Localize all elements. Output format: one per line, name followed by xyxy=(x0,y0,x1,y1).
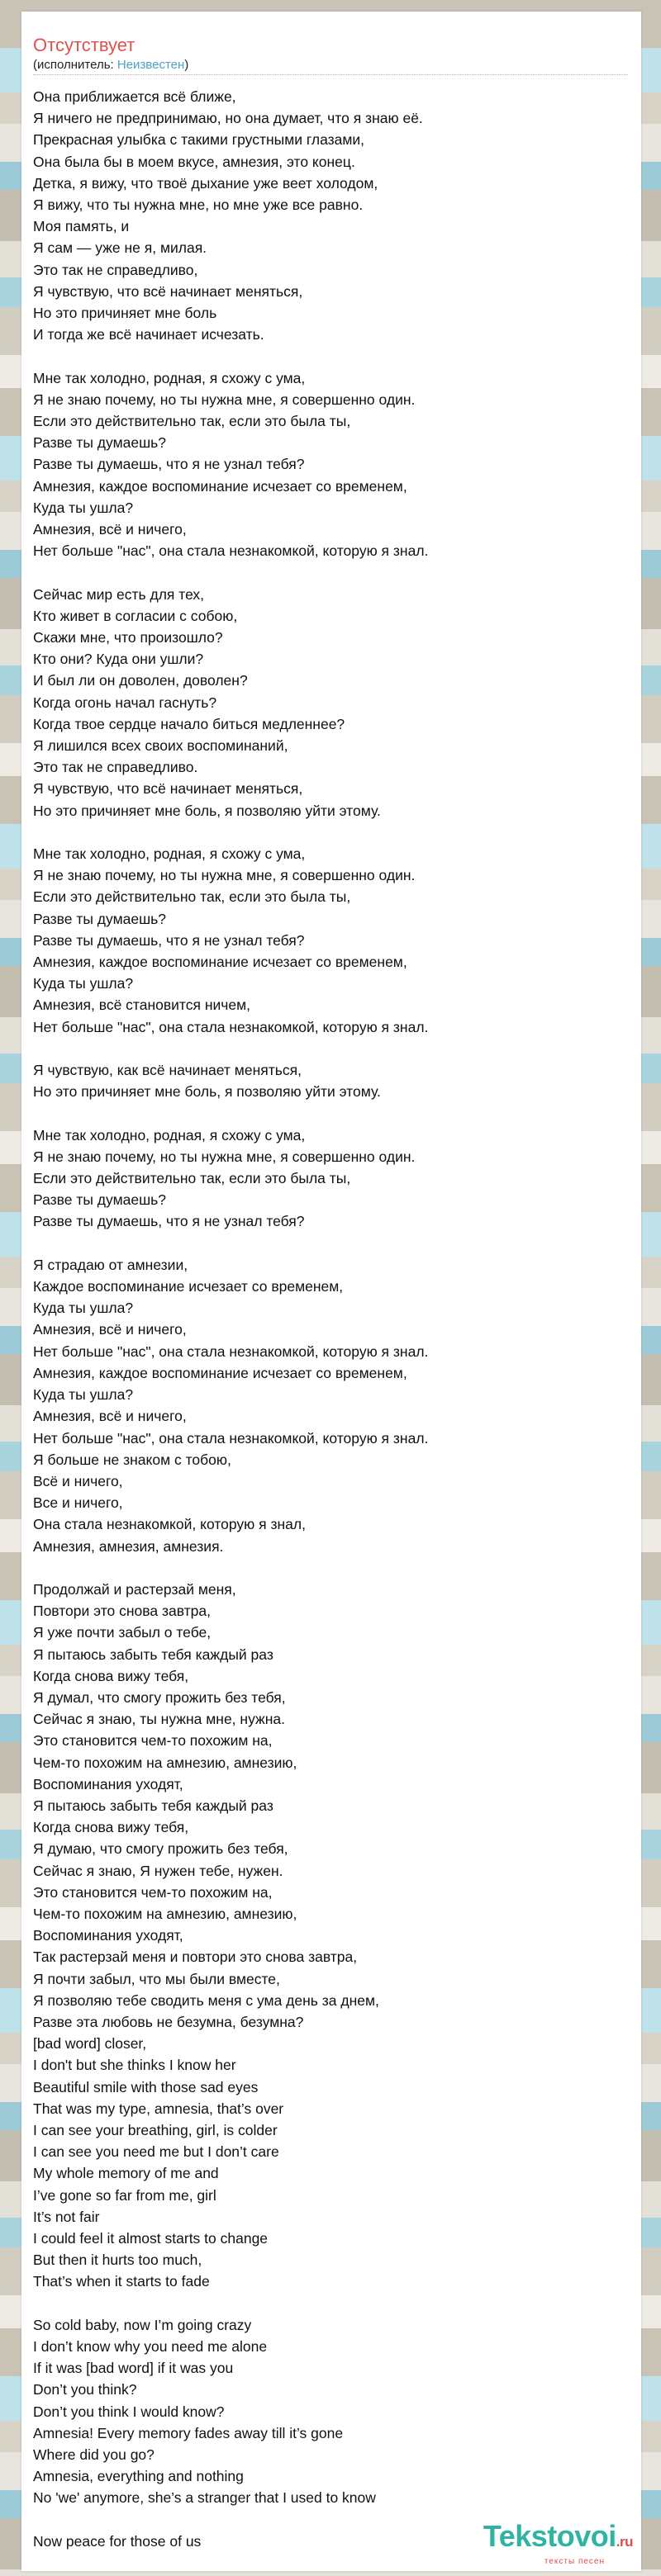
lyric-line: Моя память, и xyxy=(33,218,130,235)
lyric-line: Куда ты ушла? xyxy=(33,1386,134,1404)
lyric-line: I’ve gone so far from me, girl xyxy=(33,2186,216,2204)
lyric-line: But then it hurts too much, xyxy=(33,2252,202,2269)
lyric-line: Я не знаю почему, но ты нужна мне, я совершенно один. xyxy=(33,1148,416,1165)
lyric-line: Мне так холодно, родная, я схожу с ума, xyxy=(33,369,306,386)
lyric-line: Это становится чем-то похожим на, xyxy=(33,1732,273,1750)
lyric-line: Я уже почти забыл о тебе, xyxy=(33,1624,212,1641)
lyric-line: Я вижу, что ты нужна мне, но мне уже все равно. xyxy=(33,197,364,214)
lyric-line: Амнезия, каждое воспоминание исчезает со временем, xyxy=(33,954,407,971)
song-title: Отсутствует xyxy=(33,35,136,55)
lyric-line: Разве ты думаешь? xyxy=(33,1191,166,1209)
lyric-line: Амнезия, каждое воспоминание исчезает со временем, xyxy=(33,1364,407,1381)
lyric-line: Продолжай и растерзай меня, xyxy=(33,1580,236,1598)
lyric-line: It’s not fair xyxy=(33,2208,100,2225)
lyric-line: Детка, я вижу, что твоё дыхание уже веет холодом, xyxy=(33,174,378,192)
lyric-line: Я позволяю тебе сводить меня с ума день за днем, xyxy=(33,1991,379,2009)
lyric-line: Всё и ничего, xyxy=(33,1472,123,1489)
lyric-line: [bad word] closer, xyxy=(33,2035,147,2053)
lyric-line: Now peace for those of us xyxy=(33,2532,202,2550)
lyric-line: Разве ты думаешь? xyxy=(33,910,166,927)
lyric-line: No 'we' anymore, she’s a stranger that I used to know xyxy=(33,2489,376,2507)
lyric-line xyxy=(33,822,636,843)
lyric-line: Я пытаюсь забыть тебя каждый раз xyxy=(33,1797,273,1814)
lyric-line: Я больше не знаком с тобою, xyxy=(33,1451,231,1468)
lyric-line: Чем-то похожим на амнезию, амнезию, xyxy=(33,1754,297,1771)
logo-brand xyxy=(483,2519,633,2557)
lyric-line: И тогда же всё начинает исчезать. xyxy=(33,326,264,343)
lyric-line: I don't but she thinks I know her xyxy=(33,2057,236,2074)
lyric-line: Where did you go? xyxy=(33,2446,155,2464)
lyric-line xyxy=(33,1102,636,1124)
lyric-line: Все и ничего, xyxy=(33,1494,123,1512)
artist-link[interactable]: Неизвестен xyxy=(117,58,185,72)
lyric-line: Это так не справедливо, xyxy=(33,261,198,278)
lyric-line: Кто живет в согласии с собою, xyxy=(33,607,238,624)
lyric-line: Разве эта любовь не безумна, безумна? xyxy=(33,2013,304,2030)
lyric-line: Я лишился всех своих воспоминаний, xyxy=(33,737,288,755)
lyric-line: Амнезия, амнезия, амнезия. xyxy=(33,1537,224,1555)
lyric-line: Повтори это снова завтра, xyxy=(33,1603,211,1620)
lyric-line: Я ничего не предпринимаю, но она думает, что я знаю её. xyxy=(33,110,423,127)
lyric-line: Это становится чем-то похожим на, xyxy=(33,1883,273,1901)
lyric-line: Скажи мне, что произошло? xyxy=(33,629,223,646)
lyric-line xyxy=(33,1557,636,1579)
lyric-line: Но это причиняет мне боль, я позволяю уйти этому. xyxy=(33,1083,381,1101)
lyric-line: Воспоминания уходят, xyxy=(33,1775,183,1792)
lyric-line: Когда огонь начал гаснуть? xyxy=(33,694,217,711)
lyric-line: Я почти забыл, что мы были вместе, xyxy=(33,1970,280,1987)
lyric-line: Нет больше "нас", она стала незнакомкой, которую я знал. xyxy=(33,1342,429,1360)
artist-suffix: ) xyxy=(184,58,189,72)
lyric-line: Это так не справедливо. xyxy=(33,759,198,776)
lyric-line: Амнезия, всё и ничего, xyxy=(33,521,187,538)
lyric-line: Когда снова вижу тебя, xyxy=(33,1819,189,1836)
lyric-line: Амнезия, каждое воспоминание исчезает со временем, xyxy=(33,477,407,495)
lyric-line: Я пытаюсь забыть тебя каждый раз xyxy=(33,1646,273,1663)
lyrics-body xyxy=(33,86,636,2552)
lyric-line: Нет больше "нас", она стала незнакомкой, которую я знал. xyxy=(33,1018,429,1035)
lyric-line: Но это причиняет мне боль, я позволяю уйти этому. xyxy=(33,802,381,819)
lyric-line: Amnesia! Every memory fades away till it’s gone xyxy=(33,2424,344,2441)
lyric-line: Я не знаю почему, но ты нужна мне, я совершенно один. xyxy=(33,867,416,884)
artist-prefix: (исполнитель: xyxy=(33,58,117,72)
lyric-line: Разве ты думаешь, что я не узнал тебя? xyxy=(33,1213,305,1230)
logo-brand-text: Tekstovoi xyxy=(483,2519,616,2553)
lyric-line: Don’t you think I would know? xyxy=(33,2403,225,2420)
lyric-line: My whole memory of me and xyxy=(33,2165,219,2182)
lyric-line xyxy=(33,345,636,367)
lyric-line: Разве ты думаешь, что я не узнал тебя? xyxy=(33,931,305,949)
lyric-line: Кто они? Куда они ушли? xyxy=(33,651,204,668)
lyric-line: Нет больше "нас", она стала незнакомкой, которую я знал. xyxy=(33,1429,429,1447)
lyric-line: If it was [bad word] if it was you xyxy=(33,2360,234,2377)
lyric-line: Куда ты ушла? xyxy=(33,975,134,992)
lyric-line: Если это действительно так, если это была ты, xyxy=(33,413,351,430)
lyric-line: Амнезия, всё и ничего, xyxy=(33,1321,187,1338)
lyric-line: Я чувствую, что всё начинает меняться, xyxy=(33,780,303,798)
lyric-line: Амнезия, всё становится ничем, xyxy=(33,997,251,1014)
artist-line xyxy=(33,58,188,72)
lyric-line: Куда ты ушла? xyxy=(33,499,134,516)
lyric-line: That was my type, amnesia, that’s over xyxy=(33,2100,284,2117)
lyric-line: Но это причиняет мне боль xyxy=(33,305,217,322)
lyric-line: I don’t know why you need me alone xyxy=(33,2338,268,2355)
lyric-line: Мне так холодно, родная, я схожу с ума, xyxy=(33,845,306,863)
lyric-line: Мне так холодно, родная, я схожу с ума, xyxy=(33,1126,306,1144)
lyric-line xyxy=(33,1038,636,1059)
lyric-line: So cold baby, now I’m going crazy xyxy=(33,2316,252,2333)
lyric-line: Если это действительно так, если это была ты, xyxy=(33,888,351,906)
lyric-line: Я сам — уже не я, милая. xyxy=(33,239,207,257)
lyric-line: Я не знаю почему, но ты нужна мне, я совершенно один. xyxy=(33,391,416,408)
lyric-line: Сейчас я знаю, ты нужна мне, нужна. xyxy=(33,1711,285,1728)
lyric-line: И был ли он доволен, доволен? xyxy=(33,672,248,689)
lyric-line: Когда твое сердце начало биться медленнее? xyxy=(33,715,345,732)
logo-tagline: тексты песен xyxy=(544,2557,605,2566)
lyric-line xyxy=(33,2293,636,2314)
lyric-line: Амнезия, всё и ничего, xyxy=(33,1408,187,1425)
lyric-line: Разве ты думаешь? xyxy=(33,434,166,452)
lyric-line: Нет больше "нас", она стала незнакомкой, которую я знал. xyxy=(33,542,429,560)
lyric-line: Куда ты ушла? xyxy=(33,1300,134,1317)
lyric-line: Чем-то похожим на амнезию, амнезию, xyxy=(33,1905,297,1922)
lyric-line: Don’t you think? xyxy=(33,2381,137,2398)
lyric-line: Прекрасная улыбка с такими грустными глазами, xyxy=(33,131,365,149)
lyric-line: I can see you need me but I don’t care xyxy=(33,2143,279,2161)
lyric-line: Так растерзай меня и повтори это снова завтра, xyxy=(33,1949,358,1966)
lyric-line xyxy=(33,1233,636,1254)
site-logo[interactable] xyxy=(483,2519,633,2566)
lyric-line: That’s when it starts to fade xyxy=(33,2273,210,2290)
lyric-line: Сейчас мир есть для тех, xyxy=(33,585,205,603)
lyric-line: I can see your breathing, girl, is colder xyxy=(33,2121,278,2138)
lyric-line: Я чувствую, как всё начинает меняться, xyxy=(33,1062,302,1079)
lyric-line: Разве ты думаешь, что я не узнал тебя? xyxy=(33,456,305,473)
lyrics-card xyxy=(21,12,641,2571)
lyric-line: Я думал, что смогу прожить без тебя, xyxy=(33,1688,286,1706)
lyric-line: Если это действительно так, если это была ты, xyxy=(33,1170,351,1187)
lyric-line: Beautiful smile with those sad eyes xyxy=(33,2078,259,2095)
title-divider xyxy=(33,74,628,75)
lyric-line: I could feel it almost starts to change xyxy=(33,2230,269,2247)
lyric-line: Она была бы в моем вкусе, амнезия, это конец. xyxy=(33,153,355,170)
lyric-line: Воспоминания уходят, xyxy=(33,1927,183,1944)
lyric-line: Каждое воспоминание исчезает со временем, xyxy=(33,1278,344,1295)
lyric-line xyxy=(33,561,636,583)
lyric-line: Когда снова вижу тебя, xyxy=(33,1667,189,1684)
lyric-line: Она стала незнакомкой, которую я знал, xyxy=(33,1516,306,1533)
lyric-line: Сейчас я знаю, Я нужен тебе, нужен. xyxy=(33,1862,283,1879)
lyric-line: Она приближается всё ближе, xyxy=(33,88,236,105)
lyric-line: Я чувствую, что всё начинает меняться, xyxy=(33,282,303,300)
lyric-line: Amnesia, everything and nothing xyxy=(33,2468,244,2485)
lyric-line: Я страдаю от амнезии, xyxy=(33,1256,188,1273)
logo-tld: .ru xyxy=(616,2534,633,2550)
lyric-line: Я думаю, что смогу прожить без тебя, xyxy=(33,1840,288,1858)
